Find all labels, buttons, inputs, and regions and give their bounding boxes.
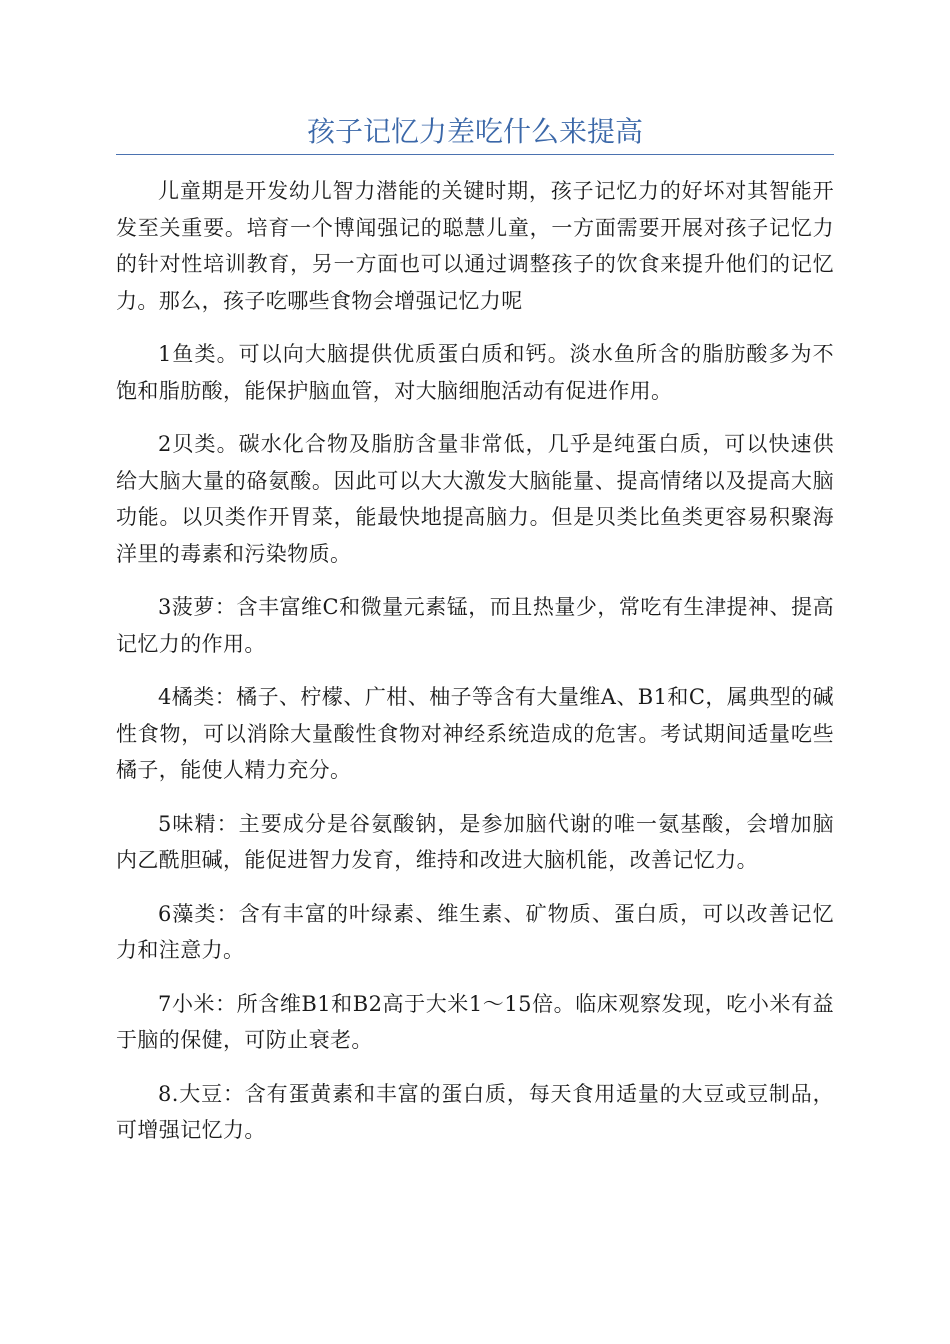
paragraph-citrus: 4橘类：橘子、柠檬、广柑、柚子等含有大量维A、B1和C，属典型的碱性食物，可以消除大量酸性食物对神经系统造成的危害。考试期间适量吃些橘子，能使人精力充分。 (116, 685, 834, 782)
intro-paragraph: 儿童期是开发幼儿智力潜能的关键时期，孩子记忆力的好坏对其智能开发至关重要。培育一个博闻强记的聪慧儿童，一方面需要开展对孩子记忆力的针对性培训教育，另一方面也可以通过调整孩子的饮食来提升他们的记忆力。那么，孩子吃哪些食物会增强记忆力呢 (116, 179, 834, 313)
paragraph-soybean: 8.大豆：含有蛋黄素和丰富的蛋白质，每天食用适量的大豆或豆制品，可增强记忆力。 (116, 1081, 834, 1142)
title-underline (116, 154, 834, 155)
paragraph-fish: 1鱼类。可以向大脑提供优质蛋白质和钙。淡水鱼所含的脂肪酸多为不饱和脂肪酸，能保护脑血管，对大脑细胞活动有促进作用。 (116, 342, 834, 403)
paragraph-millet: 7小米：所含维B1和B2高于大米1～15倍。临床观察发现，吃小米有益于脑的保健，可防止衰老。 (116, 991, 834, 1052)
document-body (116, 173, 834, 1166)
paragraph-pineapple: 3菠萝：含丰富维C和微量元素锰，而且热量少，常吃有生津提神、提高记忆力的作用。 (116, 595, 834, 656)
paragraph-algae: 6藻类：含有丰富的叶绿素、维生素、矿物质、蛋白质，可以改善记忆力和注意力。 (116, 901, 834, 962)
paragraph-shellfish: 2贝类。碳水化合物及脂肪含量非常低，几乎是纯蛋白质，可以快速供给大脑大量的硌氨酸。因此可以大大激发大脑能量、提高情绪以及提高大脑功能。以贝类作开胃菜，能最快地提高脑力。但是贝类比鱼类更容易积聚海洋里的毒素和污染物质。 (116, 432, 834, 566)
document-title: 孩子记忆力差吃什么来提高 (306, 115, 643, 148)
paragraph-msg: 5味精：主要成分是谷氨酸钠，是参加脑代谢的唯一氨基酸，会增加脑内乙酰胆碱，能促进智力发育，维持和改进大脑机能，改善记忆力。 (116, 811, 834, 872)
